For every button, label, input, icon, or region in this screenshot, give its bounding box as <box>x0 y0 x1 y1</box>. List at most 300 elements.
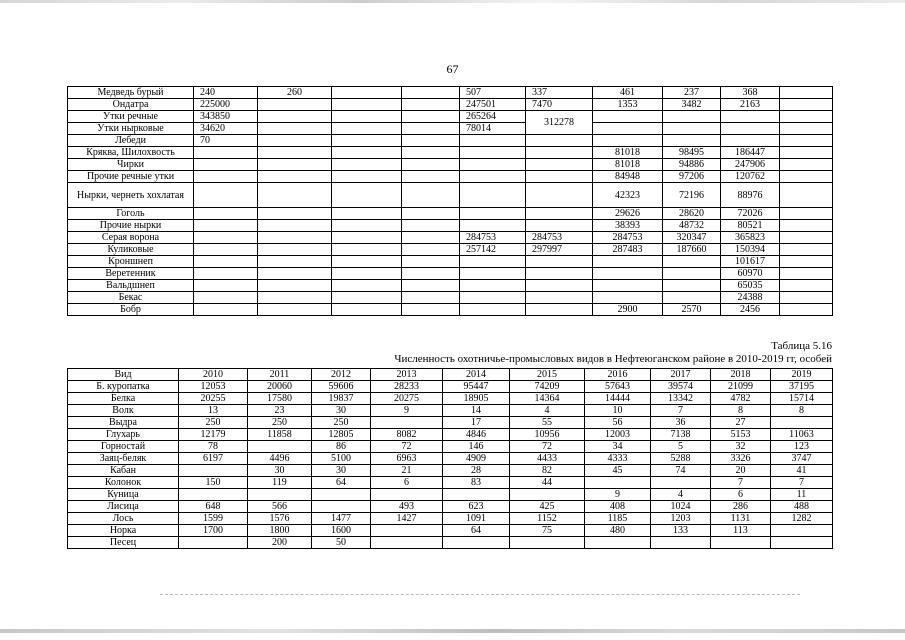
species-name: Норка <box>68 525 179 537</box>
table-cell <box>771 537 833 549</box>
table-cell: 17 <box>443 417 510 429</box>
table-cell <box>780 220 833 232</box>
table-cell: 237 <box>663 87 721 99</box>
table-cell: 425 <box>510 501 585 513</box>
table-cell <box>460 220 526 232</box>
table-cell <box>332 111 402 123</box>
table-cell: 101617 <box>721 256 780 268</box>
table-cell: 2570 <box>663 304 721 316</box>
table-cell: 97206 <box>663 171 721 183</box>
table-cell: 7138 <box>651 429 711 441</box>
column-header: 2017 <box>651 369 711 381</box>
table-cell <box>332 304 402 316</box>
table-cell: 34620 <box>194 123 258 135</box>
table-cell: 75 <box>510 525 585 537</box>
table-cell: 11063 <box>771 429 833 441</box>
scan-edge-bottom <box>0 629 905 633</box>
table-cell: 14 <box>443 405 510 417</box>
table-cell: 150394 <box>721 244 780 256</box>
table-cell: 82 <box>510 465 585 477</box>
table-cell <box>526 268 593 280</box>
table-cell: 10 <box>585 405 651 417</box>
table-cell <box>780 232 833 244</box>
table-cell <box>711 537 771 549</box>
table-cell: 70 <box>194 135 258 147</box>
table-row <box>68 147 833 159</box>
row-label: Утки нырковые <box>68 123 194 135</box>
table-cell: 1282 <box>771 513 833 525</box>
table-cell: 1131 <box>711 513 771 525</box>
table-cell: 8 <box>771 405 833 417</box>
column-header: 2010 <box>179 369 248 381</box>
table-cell: 64 <box>443 525 510 537</box>
table-cell: 123 <box>771 441 833 453</box>
table-row <box>68 537 833 549</box>
table-cell: 287483 <box>593 244 663 256</box>
table-cell: 365823 <box>721 232 780 244</box>
table-cell: 9 <box>371 405 443 417</box>
table-cell: 5288 <box>651 453 711 465</box>
table-cell: 14364 <box>510 393 585 405</box>
table-cell <box>460 183 526 208</box>
table-cell <box>663 135 721 147</box>
table-cell: 18905 <box>443 393 510 405</box>
table-row <box>68 208 833 220</box>
table-cell <box>371 417 443 429</box>
table-cell: 150 <box>179 477 248 489</box>
table-cell <box>460 292 526 304</box>
table-cell <box>585 537 651 549</box>
table-cell: 8082 <box>371 429 443 441</box>
table-cell: 32 <box>711 441 771 453</box>
table-cell: 286 <box>711 501 771 513</box>
table-cell <box>402 292 460 304</box>
table-cell: 337 <box>526 87 593 99</box>
table-cell: 7 <box>771 477 833 489</box>
table-cell: 12003 <box>585 429 651 441</box>
table-cell <box>771 525 833 537</box>
table-row <box>68 441 833 453</box>
table-row <box>68 99 833 111</box>
table-cell: 60970 <box>721 268 780 280</box>
game-species-table <box>67 368 833 549</box>
table-cell: 488 <box>771 501 833 513</box>
row-label: Гоголь <box>68 208 194 220</box>
table-cell: 3326 <box>711 453 771 465</box>
table-cell <box>312 489 371 501</box>
table-cell <box>526 304 593 316</box>
table-cell: 408 <box>585 501 651 513</box>
table-cell <box>460 304 526 316</box>
table-cell: 6197 <box>179 453 248 465</box>
table-cell <box>780 99 833 111</box>
table-cell: 119 <box>248 477 312 489</box>
table-cell: 64 <box>312 477 371 489</box>
table-caption: Численность охотничье-промысловых видов в Нефтеюганском районе в 2010-2019 гг, особей <box>394 353 832 365</box>
table-cell: 72 <box>510 441 585 453</box>
row-label: Чирки <box>68 159 194 171</box>
table-cell: 42323 <box>593 183 663 208</box>
table-cell <box>402 232 460 244</box>
table-cell <box>258 304 332 316</box>
table-cell: 86 <box>312 441 371 453</box>
table-cell <box>332 159 402 171</box>
table-cell: 36 <box>651 417 711 429</box>
table-cell <box>593 280 663 292</box>
table-cell: 84948 <box>593 171 663 183</box>
table-cell: 265264 <box>460 111 526 123</box>
table-cell <box>258 159 332 171</box>
table-cell: 461 <box>593 87 663 99</box>
table-cell <box>258 147 332 159</box>
table-row <box>68 268 833 280</box>
table-cell <box>332 171 402 183</box>
table-cell <box>780 171 833 183</box>
table-cell <box>663 268 721 280</box>
table-cell <box>402 147 460 159</box>
column-header: 2014 <box>443 369 510 381</box>
table-cell: 493 <box>371 501 443 513</box>
table-cell <box>258 220 332 232</box>
table-cell: 5 <box>651 441 711 453</box>
table-cell: 95447 <box>443 381 510 393</box>
table-cell <box>194 232 258 244</box>
scan-dust-line <box>160 594 800 596</box>
table-cell: 13 <box>179 405 248 417</box>
table-cell: 74209 <box>510 381 585 393</box>
table-cell <box>258 244 332 256</box>
table-cell <box>526 183 593 208</box>
table-row <box>68 232 833 244</box>
table-cell: 1576 <box>248 513 312 525</box>
table-cell <box>258 99 332 111</box>
table-cell: 1185 <box>585 513 651 525</box>
table-cell: 29626 <box>593 208 663 220</box>
table-cell <box>194 292 258 304</box>
table-cell: 94886 <box>663 159 721 171</box>
table-cell <box>780 183 833 208</box>
table-cell: 28620 <box>663 208 721 220</box>
table-cell <box>402 111 460 123</box>
table-cell <box>332 292 402 304</box>
column-header: 2016 <box>585 369 651 381</box>
table-cell: 1477 <box>312 513 371 525</box>
table-cell <box>780 256 833 268</box>
row-label: Нырки, чернеть хохлатая <box>68 183 194 208</box>
table-row <box>68 405 833 417</box>
table-cell <box>526 171 593 183</box>
table-cell <box>780 280 833 292</box>
table-cell: 368 <box>721 87 780 99</box>
table-cell: 20 <box>711 465 771 477</box>
table-row <box>68 381 833 393</box>
table-cell <box>780 147 833 159</box>
table-cell: 19837 <box>312 393 371 405</box>
species-name: Куница <box>68 489 179 501</box>
table-row <box>68 417 833 429</box>
column-header: 2013 <box>371 369 443 381</box>
row-label: Кряква, Шилохвость <box>68 147 194 159</box>
table-cell <box>332 256 402 268</box>
table-cell <box>663 280 721 292</box>
species-name: Волк <box>68 405 179 417</box>
table-cell: 2163 <box>721 99 780 111</box>
table-cell <box>402 268 460 280</box>
table-cell: 1599 <box>179 513 248 525</box>
table-row <box>68 159 833 171</box>
table-cell: 6 <box>371 477 443 489</box>
table-cell: 247501 <box>460 99 526 111</box>
row-label: Бобр <box>68 304 194 316</box>
table-cell: 1353 <box>593 99 663 111</box>
scan-edge-top <box>0 0 905 3</box>
table-cell <box>194 220 258 232</box>
table-cell: 5100 <box>312 453 371 465</box>
table-cell: 1700 <box>179 525 248 537</box>
table-cell <box>258 280 332 292</box>
table-cell: 343850 <box>194 111 258 123</box>
table-cell: 81018 <box>593 159 663 171</box>
table-cell <box>258 232 332 244</box>
table-cell <box>194 208 258 220</box>
species-name: Заяц-беляк <box>68 453 179 465</box>
table-cell: 4 <box>651 489 711 501</box>
table-cell <box>402 87 460 99</box>
table-cell <box>460 280 526 292</box>
table-row <box>68 280 833 292</box>
species-name: Лисица <box>68 501 179 513</box>
table-cell: 187660 <box>663 244 721 256</box>
table-cell: 240 <box>194 87 258 99</box>
table-cell: 39574 <box>651 381 711 393</box>
table-cell: 8 <box>711 405 771 417</box>
table-cell: 623 <box>443 501 510 513</box>
table-cell: 56 <box>585 417 651 429</box>
table-cell <box>771 417 833 429</box>
column-header: 2011 <box>248 369 312 381</box>
row-label: Ондатра <box>68 99 194 111</box>
table-cell <box>651 477 711 489</box>
table-cell <box>460 256 526 268</box>
table-cell: 21099 <box>711 381 771 393</box>
table-row <box>68 393 833 405</box>
table-cell <box>371 489 443 501</box>
table-cell: 72 <box>371 441 443 453</box>
table-cell <box>194 159 258 171</box>
row-label: Прочие речные утки <box>68 171 194 183</box>
table-cell <box>780 292 833 304</box>
table-cell <box>402 159 460 171</box>
table-cell: 34 <box>585 441 651 453</box>
table-row <box>68 465 833 477</box>
table-cell <box>332 268 402 280</box>
row-label: Веретенник <box>68 268 194 280</box>
table-cell: 21 <box>371 465 443 477</box>
column-header: 2012 <box>312 369 371 381</box>
table-cell: 48732 <box>663 220 721 232</box>
table-cell <box>402 123 460 135</box>
table-cell: 20255 <box>179 393 248 405</box>
table-number: Таблица 5.16 <box>771 340 832 352</box>
table-cell: 50 <box>312 537 371 549</box>
table-cell: 45 <box>585 465 651 477</box>
column-header: 2018 <box>711 369 771 381</box>
table-row <box>68 183 833 208</box>
table-cell: 28 <box>443 465 510 477</box>
table-cell <box>258 171 332 183</box>
table-cell: 15714 <box>771 393 833 405</box>
table-cell <box>663 111 721 123</box>
table-cell: 4 <box>510 405 585 417</box>
table-row <box>68 220 833 232</box>
table-cell <box>526 280 593 292</box>
table-cell <box>780 135 833 147</box>
table-cell <box>460 208 526 220</box>
table-cell <box>194 280 258 292</box>
table-row <box>68 244 833 256</box>
table-cell <box>780 244 833 256</box>
table-cell <box>460 147 526 159</box>
table-cell <box>258 256 332 268</box>
header-row <box>68 369 833 381</box>
table-cell <box>721 135 780 147</box>
table-cell: 225000 <box>194 99 258 111</box>
table-cell: 12053 <box>179 381 248 393</box>
table-cell: 88976 <box>721 183 780 208</box>
table-cell: 200 <box>248 537 312 549</box>
table-cell: 80521 <box>721 220 780 232</box>
table-cell <box>402 220 460 232</box>
table-cell <box>402 171 460 183</box>
row-label: Куликовые <box>68 244 194 256</box>
table-cell: 1800 <box>248 525 312 537</box>
table-cell: 28233 <box>371 381 443 393</box>
table-cell <box>312 501 371 513</box>
species-name: Белка <box>68 393 179 405</box>
table-cell <box>332 220 402 232</box>
table-cell <box>651 537 711 549</box>
table-cell <box>402 99 460 111</box>
table-cell <box>332 99 402 111</box>
table-cell <box>194 171 258 183</box>
table-cell <box>443 537 510 549</box>
table-row <box>68 111 833 123</box>
table-cell: 250 <box>312 417 371 429</box>
table-cell <box>526 220 593 232</box>
table-cell <box>460 159 526 171</box>
row-label: Медведь бурый <box>68 87 194 99</box>
table-row <box>68 429 833 441</box>
table-cell: 133 <box>651 525 711 537</box>
table-cell: 20275 <box>371 393 443 405</box>
table-cell <box>194 268 258 280</box>
table-cell <box>194 256 258 268</box>
table-row <box>68 171 833 183</box>
table-cell: 83 <box>443 477 510 489</box>
table-cell: 4909 <box>443 453 510 465</box>
row-label: Вальдшнеп <box>68 280 194 292</box>
table-cell <box>780 159 833 171</box>
table-cell: 250 <box>179 417 248 429</box>
species-name: Песец <box>68 537 179 549</box>
table-cell <box>248 489 312 501</box>
table-cell <box>663 292 721 304</box>
table-cell: 3482 <box>663 99 721 111</box>
column-header: 2015 <box>510 369 585 381</box>
table-cell <box>402 280 460 292</box>
table-cell: 120762 <box>721 171 780 183</box>
table-cell: 4433 <box>510 453 585 465</box>
table-cell: 186447 <box>721 147 780 159</box>
species-name: Кабан <box>68 465 179 477</box>
table-cell <box>332 123 402 135</box>
table-cell: 297997 <box>526 244 593 256</box>
table-cell: 37195 <box>771 381 833 393</box>
table-cell: 7 <box>651 405 711 417</box>
species-name: Горностай <box>68 441 179 453</box>
table-cell: 6 <box>711 489 771 501</box>
table-cell: 17580 <box>248 393 312 405</box>
table-cell <box>510 537 585 549</box>
table-cell: 44 <box>510 477 585 489</box>
table-row <box>68 513 833 525</box>
table-row <box>68 525 833 537</box>
table-cell <box>780 208 833 220</box>
page-number: 67 <box>446 62 459 76</box>
table-cell <box>721 111 780 123</box>
table-cell <box>780 304 833 316</box>
table-cell <box>194 244 258 256</box>
table-cell: 78014 <box>460 123 526 135</box>
table-cell: 113 <box>711 525 771 537</box>
table-cell: 3747 <box>771 453 833 465</box>
table-cell: 1091 <box>443 513 510 525</box>
species-name: Колонок <box>68 477 179 489</box>
table-row <box>68 135 833 147</box>
table-cell <box>371 525 443 537</box>
table-cell <box>526 135 593 147</box>
table-row <box>68 123 833 135</box>
table-cell: 41 <box>771 465 833 477</box>
table-cell: 98495 <box>663 147 721 159</box>
table-cell: 5153 <box>711 429 771 441</box>
table-cell: 1024 <box>651 501 711 513</box>
table-cell <box>460 268 526 280</box>
table-cell <box>248 441 312 453</box>
table-cell: 55 <box>510 417 585 429</box>
table-cell: 30 <box>248 465 312 477</box>
table-cell: 257142 <box>460 244 526 256</box>
table-cell: 566 <box>248 501 312 513</box>
species-name: Выдра <box>68 417 179 429</box>
table-cell: 10956 <box>510 429 585 441</box>
table-cell <box>510 489 585 501</box>
table-cell <box>780 111 833 123</box>
table-cell: 507 <box>460 87 526 99</box>
table-cell <box>402 256 460 268</box>
table-cell <box>526 147 593 159</box>
table-cell <box>402 208 460 220</box>
table-cell <box>258 268 332 280</box>
table-cell <box>526 292 593 304</box>
table-cell: 81018 <box>593 147 663 159</box>
table-cell: 6963 <box>371 453 443 465</box>
table-cell <box>332 244 402 256</box>
table-cell: 1427 <box>371 513 443 525</box>
table-row <box>68 489 833 501</box>
table-cell <box>460 171 526 183</box>
table-cell <box>179 537 248 549</box>
